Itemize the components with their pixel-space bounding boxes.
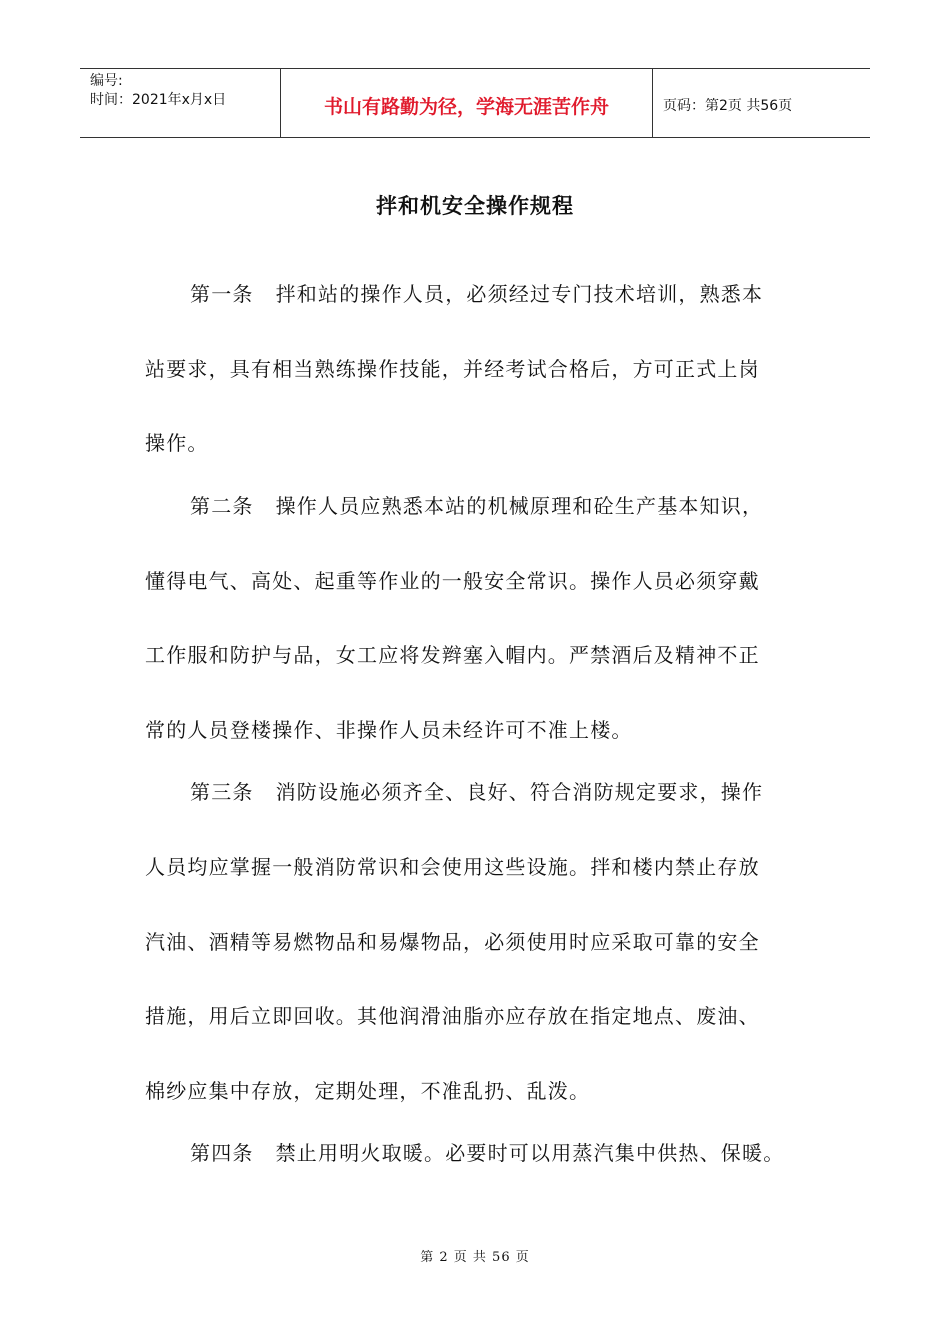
number-label: 编号: [90,73,123,89]
article-4-line-1: 第四条 禁止用明火取暖。必要时可以用蒸汽集中供热、保暖。 [190,1141,785,1165]
article-2-line-4: 常的人员登楼操作、非操作人员未经许可不准上楼。 [145,718,633,742]
article-2-line-3: 工作服和防护与品，女工应将发辫塞入帽内。严禁酒后及精神不正 [145,643,760,667]
article-4-label: 第四条 [190,1141,254,1165]
header-page-info: 页码：第2页 共56页 [663,98,793,114]
header-motto: 书山有路勤为径，学海无涯苦作舟 [281,69,653,137]
document-title: 拌和机安全操作规程 [376,194,574,218]
article-2-line-1: 第二条 操作人员应熟悉本站的机械原理和砼生产基本知识， [190,494,764,518]
article-3-line-1: 第三条 消防设施必须齐全、良好、符合消防规定要求，操作 [190,780,764,804]
article-1-line-1: 第一条 拌和站的操作人员，必须经过专门技术培训，熟悉本 [190,282,764,306]
header-meta [80,69,281,137]
article-1-line-2: 站要求，具有相当熟练操作技能，并经考试合格后，方可正式上岗 [145,357,760,381]
article-3-line-2: 人员均应掌握一般消防常识和会使用这些设施。拌和楼内禁止存放 [145,855,760,879]
article-2-label: 第二条 [190,494,254,518]
article-3-label: 第三条 [190,780,254,804]
article-3-line-4: 措施，用后立即回收。其他润滑油脂亦应存放在指定地点、废油、 [145,1004,760,1028]
page-header [80,68,870,138]
article-3-line-3: 汽油、酒精等易燃物品和易爆物品，必须使用时应采取可靠的安全 [145,930,760,954]
page-footer: 第 2 页 共 56 页 [420,1250,530,1265]
date-label: 时间：2021年x月x日 [90,92,227,108]
article-1-label: 第一条 [190,282,254,306]
article-1-line-3: 操作。 [145,431,209,455]
article-2-line-2: 懂得电气、高处、起重等作业的一般安全常识。操作人员必须穿戴 [145,569,760,593]
article-3-line-5: 棉纱应集中存放，定期处理，不准乱扔、乱泼。 [145,1079,591,1103]
